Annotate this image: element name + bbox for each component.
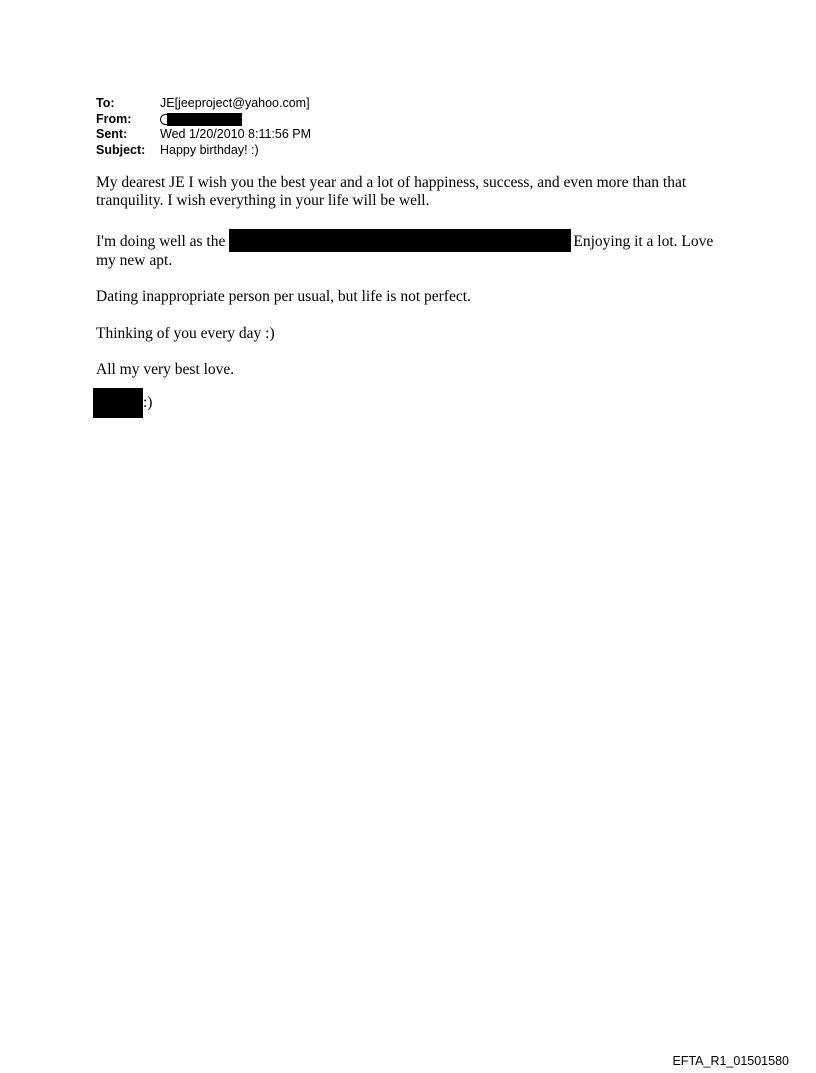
signature-suffix: :): [143, 394, 153, 411]
sent-label: Sent:: [96, 127, 128, 141]
to-value: JE[jeeproject@yahoo.com]: [160, 96, 310, 110]
email-header: [96, 96, 311, 158]
subject-label: Subject:: [96, 142, 146, 157]
body-redaction: [229, 229, 571, 252]
body-paragraph-5: All my very best love.: [96, 361, 235, 378]
body-paragraph-3: Dating inappropriate person per usual, but life is not perfect.: [96, 288, 471, 305]
from-redaction: [167, 113, 242, 126]
sent-row: [96, 127, 311, 143]
from-partial-glyph: [160, 114, 167, 125]
subject-row: [96, 143, 311, 159]
signature: [93, 388, 152, 418]
subject-value: Happy birthday! :): [160, 142, 259, 157]
body-paragraph-2: [96, 229, 736, 270]
body-paragraph-4: Thinking of you every day :): [96, 324, 275, 342]
from-value: [160, 113, 242, 126]
para2-after-redaction: Enjoying it a lot. Love my new apt.: [96, 232, 714, 269]
sent-value: Wed 1/20/2010 8:11:56 PM: [160, 127, 312, 141]
signature-redaction: [93, 388, 143, 418]
bates-number: EFTA_R1_01501580: [672, 1054, 789, 1068]
to-label: To:: [96, 96, 115, 110]
from-label: From:: [96, 111, 132, 126]
from-row: [96, 112, 311, 128]
email-body: [96, 174, 736, 398]
to-row: [96, 96, 311, 112]
para2-before-redaction: I'm doing well as the: [96, 232, 226, 250]
body-paragraph-1: My dearest JE I wish you the best year and a lot of happiness, success, and even more than that tranquility. I wish everything in your life will be well.: [96, 174, 687, 209]
